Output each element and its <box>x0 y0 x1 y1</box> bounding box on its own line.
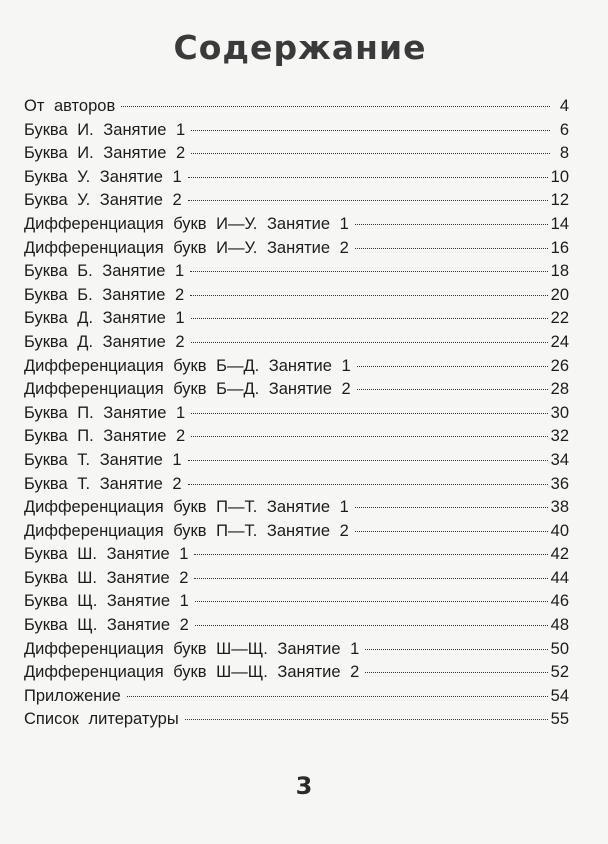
toc-entry <box>24 708 569 732</box>
toc-entry-page: 4 <box>559 97 569 115</box>
toc-entry-label: Буква Б. Занятие 1 <box>24 262 185 281</box>
toc-entry-label: Буква П. Занятие 2 <box>24 427 186 446</box>
toc-entry-page: 14 <box>550 214 569 233</box>
toc-entry-label: От авторов <box>24 97 116 115</box>
toc-dot-leader <box>185 719 548 720</box>
toc-entry-page: 36 <box>550 474 569 493</box>
toc-entry-label: Дифференциация букв Ш—Щ. Занятие 2 <box>24 663 360 682</box>
toc-entry-page: 26 <box>550 356 569 375</box>
toc-entry-page: 40 <box>550 521 569 540</box>
toc-entry-page: 34 <box>550 450 569 469</box>
toc-dot-leader <box>191 413 547 414</box>
toc-entry <box>24 520 569 544</box>
toc-entry-page: 24 <box>550 332 569 351</box>
toc-dot-leader <box>191 436 547 437</box>
toc-entry-label: Дифференциация букв П—Т. Занятие 2 <box>24 521 349 540</box>
toc-entry-label: Буква Щ. Занятие 2 <box>24 616 189 635</box>
toc-entry-page: 32 <box>550 427 569 446</box>
toc-dot-leader <box>188 200 548 201</box>
toc-entry-label: Буква Т. Занятие 1 <box>24 450 182 469</box>
toc-entry-label: Дифференциация букв Б—Д. Занятие 1 <box>24 356 351 375</box>
toc-dot-leader <box>195 625 548 626</box>
toc-dot-leader <box>190 295 547 296</box>
toc-entry-page: 54 <box>550 686 569 705</box>
toc-entry-label: Буква Т. Занятие 2 <box>24 474 182 493</box>
toc-dot-leader <box>188 460 548 461</box>
toc-dot-leader <box>191 342 548 343</box>
toc-entry-label: Буква Ш. Занятие 1 <box>24 545 189 564</box>
toc-entry-page: 20 <box>550 285 569 304</box>
toc-entry-label: Буква Щ. Занятие 1 <box>24 592 189 611</box>
toc-dot-leader <box>127 696 548 697</box>
toc-entry-page: 28 <box>550 380 569 399</box>
toc-entry <box>24 213 569 237</box>
toc-entry-label: Список литературы <box>24 710 179 729</box>
toc-entry <box>24 567 569 591</box>
toc-entry-label: Буква Д. Занятие 2 <box>24 332 185 351</box>
toc-entry-page: 52 <box>550 663 569 682</box>
toc-entry-page: 12 <box>550 191 569 210</box>
toc-dot-leader <box>195 601 548 602</box>
toc-dot-leader <box>191 318 548 319</box>
toc-dot-leader <box>191 153 550 154</box>
toc-dot-leader <box>194 578 547 579</box>
toc-dot-leader <box>190 271 547 272</box>
toc-dot-leader <box>365 649 547 650</box>
toc-dot-leader <box>355 248 548 249</box>
toc-entry-label: Буква Д. Занятие 1 <box>24 309 185 328</box>
toc-entry-label: Дифференциация букв Ш—Щ. Занятие 1 <box>24 639 360 658</box>
toc-entry <box>24 685 569 709</box>
toc-entry-label: Дифференциация букв Б—Д. Занятие 2 <box>24 380 351 399</box>
toc-entry <box>24 119 569 143</box>
toc-dot-leader <box>355 224 548 225</box>
toc-dot-leader <box>121 106 550 107</box>
toc-entry-page: 8 <box>559 144 569 163</box>
toc-dot-leader <box>188 484 548 485</box>
toc-entry-page: 10 <box>550 167 569 186</box>
toc-entry <box>24 166 569 190</box>
toc-dot-leader <box>365 672 547 673</box>
toc-entry <box>24 638 569 662</box>
toc-entry-page: 50 <box>550 639 569 658</box>
toc-entry-page: 30 <box>550 403 569 422</box>
toc-entry-page: 48 <box>550 616 569 635</box>
toc-entry <box>24 402 569 426</box>
toc-dot-leader <box>355 507 548 508</box>
toc-entry-label: Буква И. Занятие 2 <box>24 144 186 163</box>
page-title: Содержание <box>173 28 427 67</box>
toc-entry <box>24 260 569 284</box>
toc-entry-page: 6 <box>559 120 569 139</box>
toc-entry-label: Буква Б. Занятие 2 <box>24 285 185 304</box>
toc-entry-label: Дифференциация букв И—У. Занятие 1 <box>24 214 349 233</box>
table-of-contents <box>24 95 569 732</box>
toc-entry-label: Буква И. Занятие 1 <box>24 120 186 139</box>
toc-entry-page: 55 <box>550 710 569 729</box>
toc-entry <box>24 496 569 520</box>
toc-entry <box>24 142 569 166</box>
toc-entry <box>24 284 569 308</box>
toc-entry <box>24 95 569 119</box>
toc-entry <box>24 331 569 355</box>
toc-entry-label: Буква Ш. Занятие 2 <box>24 568 189 587</box>
toc-entry-label: Буква У. Занятие 1 <box>24 167 182 186</box>
toc-entry-label: Дифференциация букв И—У. Занятие 2 <box>24 238 349 257</box>
toc-entry-page: 16 <box>550 238 569 257</box>
page-number: 3 <box>295 772 313 800</box>
toc-dot-leader <box>355 531 548 532</box>
toc-entry <box>24 449 569 473</box>
toc-entry <box>24 307 569 331</box>
toc-dot-leader <box>357 366 548 367</box>
toc-entry-page: 46 <box>550 592 569 611</box>
toc-entry <box>24 378 569 402</box>
toc-entry-page: 22 <box>550 309 569 328</box>
toc-entry-page: 18 <box>550 262 569 281</box>
toc-entry <box>24 473 569 497</box>
toc-entry-label: Дифференциация букв П—Т. Занятие 1 <box>24 498 349 517</box>
toc-entry-page: 44 <box>550 568 569 587</box>
toc-entry <box>24 614 569 638</box>
toc-dot-leader <box>194 554 547 555</box>
toc-entry <box>24 425 569 449</box>
toc-entry <box>24 189 569 213</box>
toc-entry-label: Буква У. Занятие 2 <box>24 191 182 210</box>
toc-dot-leader <box>191 130 550 131</box>
toc-entry <box>24 590 569 614</box>
toc-entry <box>24 355 569 379</box>
toc-entry <box>24 661 569 685</box>
toc-entry <box>24 543 569 567</box>
toc-entry <box>24 237 569 261</box>
toc-dot-leader <box>357 389 548 390</box>
toc-dot-leader <box>188 177 548 178</box>
toc-entry-label: Буква П. Занятие 1 <box>24 403 186 422</box>
toc-entry-page: 38 <box>550 498 569 517</box>
toc-entry-page: 42 <box>550 545 569 564</box>
toc-entry-label: Приложение <box>24 686 121 705</box>
